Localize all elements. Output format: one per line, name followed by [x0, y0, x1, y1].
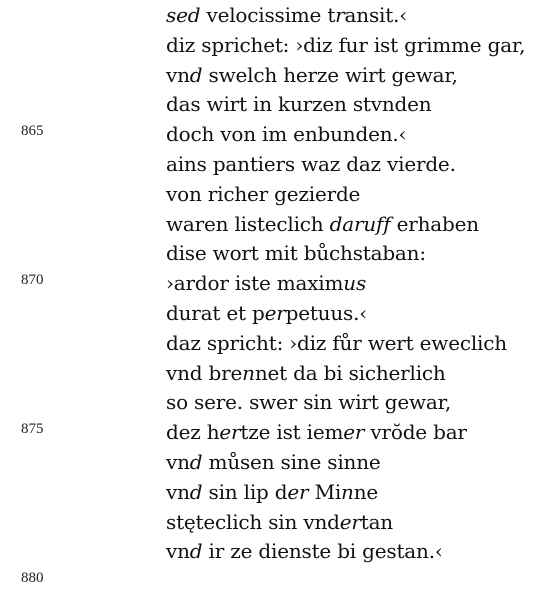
italic-abbreviation: er: [339, 509, 361, 534]
verse-text: můsen sine sinne: [202, 450, 381, 474]
italic-abbreviation: er: [264, 301, 286, 325]
verse-text: tze ist iem: [240, 420, 344, 445]
verse-line: [166, 509, 393, 534]
verse-text: so sere. swer sin wirt gewar,: [166, 390, 451, 415]
italic-abbreviation: d: [189, 450, 203, 474]
italic-abbreviation: n: [242, 360, 255, 385]
verse-text: swelch herze wirt gewar,: [202, 62, 458, 87]
verse-text: tan: [360, 509, 393, 534]
verse-line: [166, 32, 526, 57]
verse-line: [166, 211, 479, 236]
verse-line: [166, 420, 467, 445]
verse-text: net da bi sicherlich: [254, 360, 446, 385]
verse-text: vn: [166, 62, 190, 87]
italic-abbreviation: er: [343, 420, 365, 445]
verse-text: ne: [353, 479, 379, 504]
verse-text: diz sprichet: ›diz fur ist grimme gar,: [166, 32, 526, 57]
italic-abbreviation: sed: [166, 3, 201, 27]
verse-line: [166, 479, 379, 504]
italic-abbreviation: daruff: [329, 211, 391, 236]
verse-line: [166, 181, 361, 206]
line-number-870: 870: [21, 272, 44, 288]
line-number-880: 880: [21, 570, 44, 586]
verse-text: daz spricht: ›diz fůr wert eweclich: [166, 330, 507, 355]
verse-text: stęteclich sin vnd: [166, 509, 340, 534]
verse-line: [166, 122, 407, 147]
line-number-865: 865: [21, 123, 44, 139]
verse-text: ains pantiers waz daz vierde.: [166, 152, 456, 176]
italic-abbreviation: er: [219, 420, 241, 445]
italic-abbreviation: r: [335, 3, 345, 27]
verse-text: vn: [166, 479, 190, 504]
verse-line: [166, 539, 443, 564]
verse-text: petuus.‹: [285, 301, 368, 325]
verse-text: vnd bre: [166, 360, 243, 385]
verse-line: [166, 271, 367, 296]
verse-text: vn: [166, 450, 190, 474]
italic-abbreviation: n: [341, 479, 354, 504]
italic-abbreviation: er: [287, 479, 309, 504]
verse-text: sin lip d: [202, 479, 288, 504]
verse-text: von richer gezierde: [166, 181, 361, 206]
verse-text: doch von im enbunden.‹: [166, 122, 407, 147]
verse-line: [166, 62, 458, 87]
italic-abbreviation: d: [189, 62, 203, 87]
verse-text: durat et p: [166, 301, 265, 325]
verse-line: [166, 92, 432, 117]
verse-line: [166, 330, 507, 355]
italic-abbreviation: d: [189, 539, 203, 564]
verse-text: das wirt in kurzen stvnden: [166, 92, 432, 117]
verse-text: ir ze dienste bi gestan.‹: [202, 539, 443, 564]
verse-text: Mi: [308, 479, 342, 504]
verse-text: erhaben: [390, 211, 479, 236]
verse-text: velocissime t: [200, 3, 336, 27]
verse-text: vn: [166, 539, 190, 564]
verse-line: [166, 360, 446, 385]
verse-line: [166, 303, 367, 323]
verse-line: [166, 241, 426, 266]
verse-text: waren listeclich: [166, 211, 330, 236]
verse-line: [166, 390, 451, 415]
verse-line: [166, 5, 407, 25]
verse-text: ›ardor iste maxim: [166, 271, 344, 296]
italic-abbreviation: us: [343, 271, 367, 296]
verse-text: dez h: [166, 420, 220, 445]
verse-line: [166, 154, 456, 174]
verse-line: [166, 452, 381, 472]
line-number-875: 875: [21, 421, 44, 437]
verse-text: dise wort mit bůchstaban:: [166, 241, 426, 266]
verse-text: ansit.‹: [344, 3, 408, 27]
italic-abbreviation: d: [189, 479, 203, 504]
verse-text: vrŏde bar: [364, 420, 467, 445]
